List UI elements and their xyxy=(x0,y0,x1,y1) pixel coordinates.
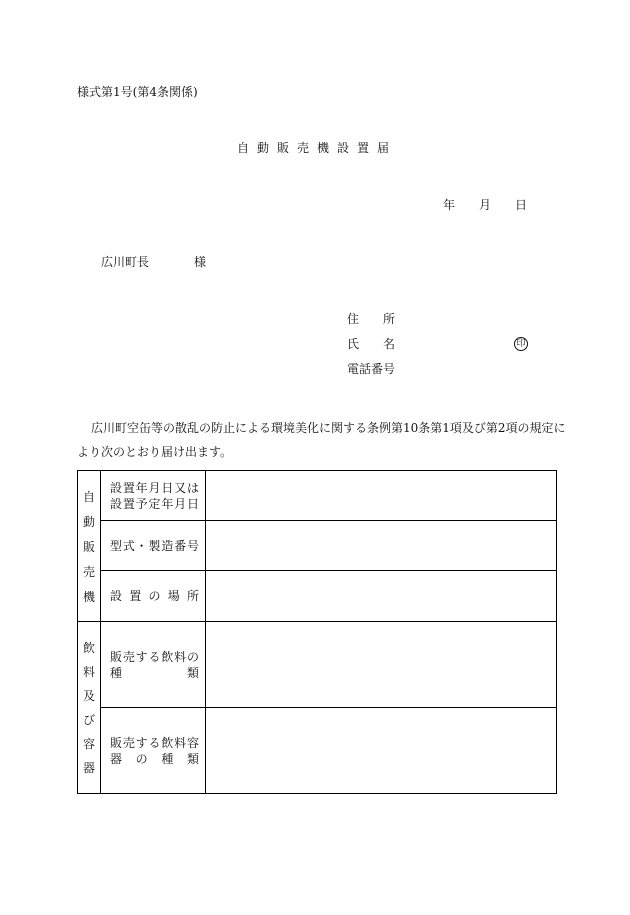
date-year-label: 年 xyxy=(443,198,456,212)
group-heading-beverages-containers xyxy=(78,622,101,793)
label-model-serial xyxy=(101,521,206,571)
value-model-serial xyxy=(206,521,556,571)
label-installation-place xyxy=(101,571,206,622)
group-heading-text: 飲料及び容器 xyxy=(82,640,95,775)
label-line: 販売する飲料容 xyxy=(110,735,199,750)
value-installation-place xyxy=(206,571,556,622)
form-title: 自動販売機設置届 xyxy=(237,141,398,155)
value-installation-date xyxy=(206,471,556,521)
body-text-line-1: 広川町空缶等の散乱の防止による環境美化に関する条例第10条第1項及び第2項の規定に xyxy=(91,421,566,435)
label-beverage-types xyxy=(101,622,206,708)
label-container-types xyxy=(101,708,206,793)
address-label: 住 所 xyxy=(347,312,395,326)
phone-label: 電話番号 xyxy=(347,362,396,376)
date-line xyxy=(443,199,527,211)
label-line: 器 の 種 類 xyxy=(110,751,199,766)
label-line: 設置予定年月日 xyxy=(110,496,199,511)
body-text-line-2: より次のとおり届け出ます。 xyxy=(77,445,233,459)
label-line: 販売する飲料の xyxy=(110,649,199,664)
label-line: 設置年月日又は xyxy=(110,480,199,495)
label-line: 設 置 の 場 所 xyxy=(110,589,199,603)
seal-mark-icon: 印 xyxy=(514,337,528,351)
value-beverage-types xyxy=(206,622,556,708)
name-label: 氏 名 xyxy=(347,337,395,351)
group-heading-vending-machine xyxy=(78,471,101,622)
addressee-name: 広川町長 xyxy=(101,255,150,269)
date-month-label: 月 xyxy=(478,198,491,212)
label-line: 種 類 xyxy=(110,665,199,680)
registration-table xyxy=(77,470,557,794)
form-number: 様式第1号(第4条関係) xyxy=(77,85,198,99)
label-installation-date xyxy=(101,471,206,521)
group-heading-text: 自動販売機 xyxy=(82,490,95,604)
addressee-honorific: 様 xyxy=(194,255,207,269)
label-line: 型式・製造番号 xyxy=(110,538,199,553)
value-container-types xyxy=(206,708,556,793)
date-day-label: 日 xyxy=(514,198,527,212)
